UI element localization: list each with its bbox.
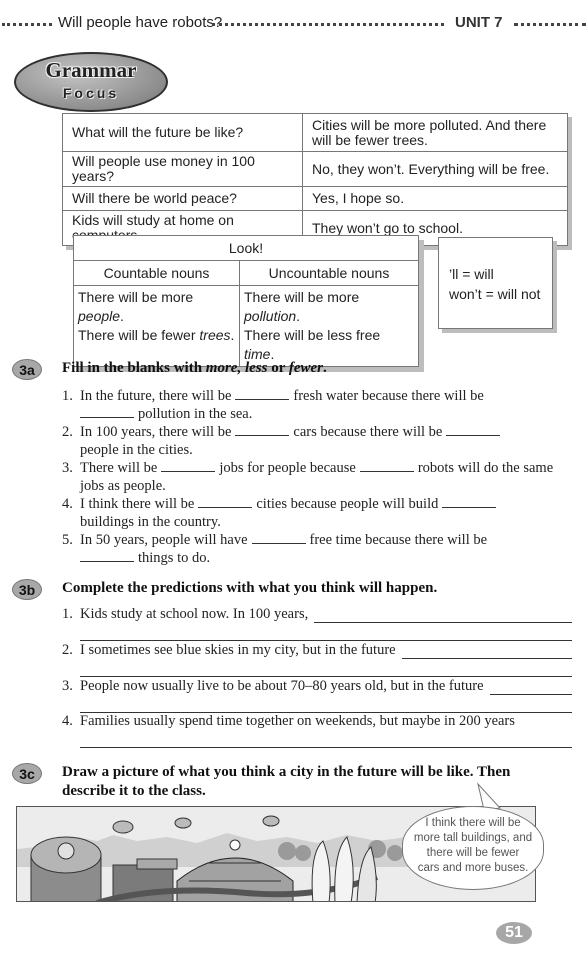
exercise-title-3c: Draw a picture of what you think a city in the future will be like. Then [62,764,511,780]
contraction-line: ’ll = will [449,266,494,282]
exercise-label-3a: 3a [12,359,42,380]
exercise-title-3c-line2: describe it to the class. [62,783,206,799]
blank-field[interactable] [252,532,306,544]
table-cell: Kids will study at home on [63,211,303,246]
unit-label: UNIT 7 [455,14,503,31]
answer-line[interactable] [490,681,572,695]
exercise-title-3a: Fill in the blanks with more, less or fewer. [62,360,327,376]
bubble-line: there will be fewer [426,847,520,859]
header-title: Will people have robots? [58,14,223,31]
column-header-countable: Countable nouns [74,261,240,286]
table-cell: Will there be world peace? [63,187,303,211]
column-header-uncountable: Uncountable nouns [240,261,419,286]
bubble-line: cars and more buses. [417,862,529,874]
contraction-line: won’t = will not [449,286,541,302]
look-title: Look! [74,236,419,261]
example-line: There will be less free time. [244,327,381,362]
uncountable-examples [240,286,419,367]
blank-field[interactable] [235,388,289,400]
exercise-3a-items [62,387,572,567]
blank-field[interactable] [235,424,289,436]
table-cell: What will the future be like? [63,114,303,152]
table-row [63,152,568,187]
table-cell: Yes, I hope so. [303,187,568,211]
prediction-item: 2. I sometimes see blue skies in my city, but in the future [62,642,572,677]
list-item: 3. There will be jobs for people because robots will do the same jobs as people. [62,460,554,494]
list-item: 4. I think there will be cities because people will build buildings in the country. [62,495,572,531]
prediction-item: 3. People now usually live to be about 70–80 years old, but in the future [62,678,572,713]
table-cell: No, they won’t. Everything will be free. [303,152,568,187]
header-dots-right [514,23,586,26]
blank-field[interactable] [80,406,134,418]
badge-grammar: Grammar [45,58,137,82]
bubble-line: more tall buildings, and [413,832,533,844]
example-line: There will be fewer trees. [78,327,235,343]
blank-field[interactable] [446,424,500,436]
countable-examples [74,286,240,367]
blank-field[interactable] [161,460,215,472]
blank-field[interactable] [198,496,252,508]
header-dots-left [2,23,52,26]
prediction-item: 4. Families usually spend time together on weekends, but maybe in 200 years [62,713,572,748]
table-cell: Cities will be more polluted. And there will be fewer trees. [303,114,568,152]
contraction-box [438,237,553,329]
page-header [0,14,588,34]
table-cell: Will people use money in 100 years? [63,152,303,187]
bubble-line: I think there will be [425,817,521,829]
answer-line[interactable] [314,609,572,623]
look-table [73,235,419,367]
list-item: 2. In 100 years, there will be cars because there will be people in the cities. [62,423,572,459]
exercise-label-3b: 3b [12,579,42,600]
table-row [74,261,419,286]
example-line: There will be more people. [78,289,194,324]
speech-bubble [402,806,544,890]
prediction-item: 1. Kids study at school now. In 100 years, [62,606,572,641]
answer-line[interactable] [80,659,572,677]
header-dots-middle [212,23,444,26]
grammar-table [62,113,568,246]
table-row [74,286,419,367]
answer-line[interactable] [80,695,572,713]
blank-field[interactable] [360,460,414,472]
example-line: There will be more pollution. [244,289,360,324]
blank-field[interactable] [442,496,496,508]
answer-line[interactable] [80,730,572,748]
list-item: 5. In 50 years, people will have free time because there will be things to do. [62,532,488,566]
table-row [74,236,419,261]
table-row [63,187,568,211]
blank-field[interactable] [80,550,134,562]
page-number: 51 [496,922,532,944]
list-item: 1. In the future, there will be fresh water because there will be pollution in the sea. [62,388,484,422]
answer-line[interactable] [80,623,572,641]
exercise-title-3b: Complete the predictions with what you think will happen. [62,580,438,596]
table-cell: They won’t go to school. [303,211,568,246]
badge-focus: Focus [62,85,120,101]
exercise-label-3c: 3c [12,763,42,784]
answer-line[interactable] [402,645,572,659]
table-row [63,114,568,152]
grammar-focus-badge [14,52,168,112]
